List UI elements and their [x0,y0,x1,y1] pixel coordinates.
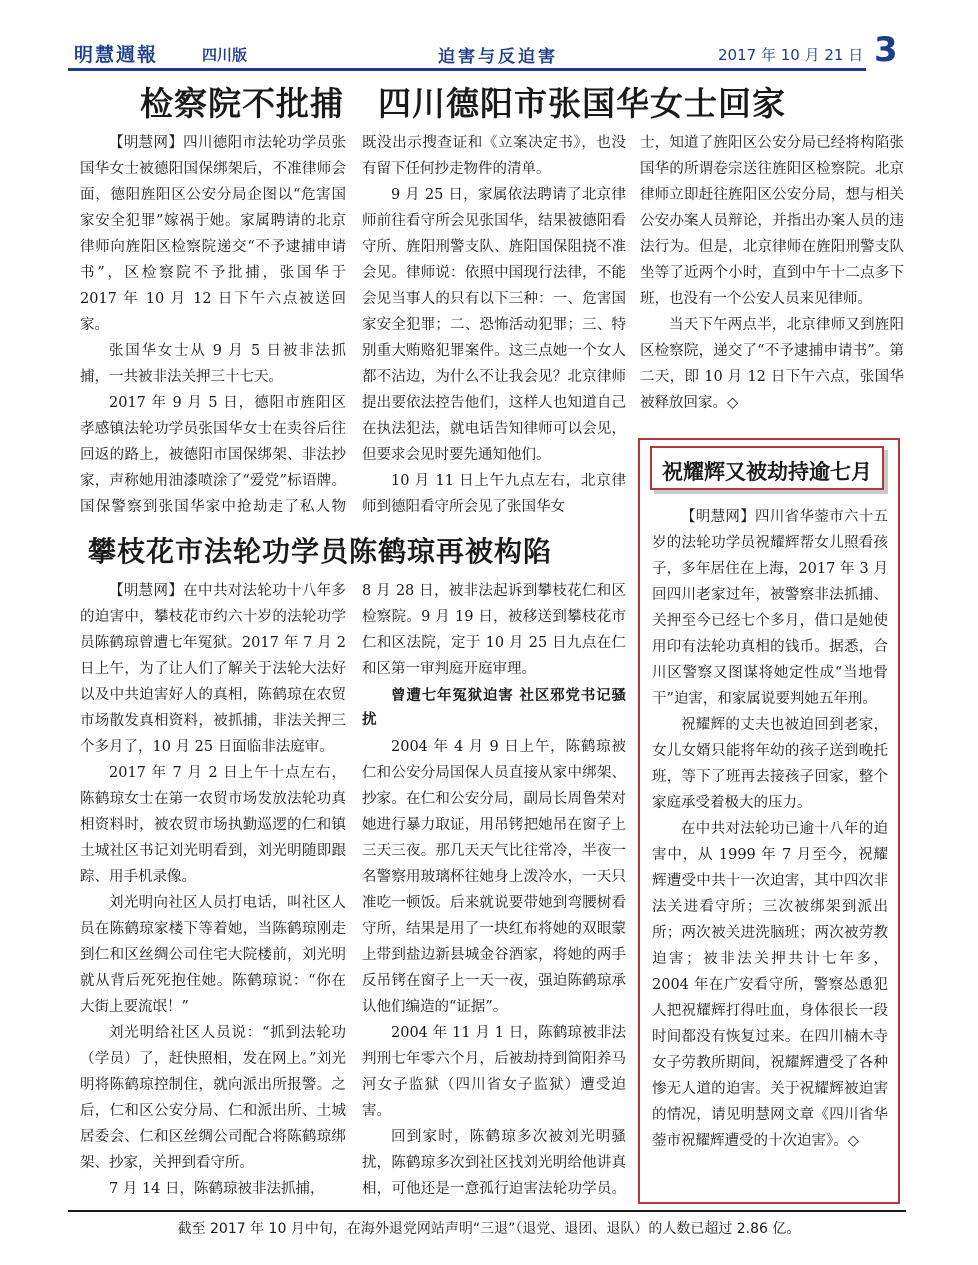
paragraph: 张国华女士从 9 月 5 日被非法抓捕，一共被非法关押三十七天。 [80,343,346,385]
article1-column-1 [80,130,346,515]
paragraph: 当天下午两点半，北京律师又到旌阳区检察院，递交了“不予逮捕申请书”。第二天，即 10 月 12 日下午六点，张国华被释放回家。◇ [640,317,904,411]
section-title: 迫害与反迫害 [438,47,558,67]
article2-column-2 [362,578,626,1208]
paragraph: 2017 年 9 月 5 日，德阳市旌阳区孝感镇法轮功学员张国华女士在卖谷后往回返的路上，被德阳市国保绑架、非法抄家，声称她用油漆喷涂了“爱党”标语牌。国保警察到张国华家中抢劫走了私人物 [80,395,346,515]
paragraph: 7 月 14 日，陈鹤琼被非法抓捕， [109,1181,325,1197]
article2-column-1 [80,578,346,1208]
paragraph: 士，知道了旌阳区公安分局已经将构陷张国华的所谓卷宗送往旌阳区检察院。北京律师立即赶往旌阳区公安分局，想与相关公安办案人员辩论，并指出办案人员的违法行为。但是，北京律师在旌阳刑警支队坐等了近两个小时，直到中午十二点多下班，也没有一个公安人员来见律师。 [640,135,904,307]
paragraph: 刘光明向社区人员打电话，叫社区人员在陈鹤琼家楼下等着她，当陈鹤琼刚走到仁和区丝绸公司住宅大院楼前，刘光明就从背后死死抱住她。陈鹤琼说：“你在大街上要流氓！” [80,895,346,1015]
paragraph: 10 月 11 日上午九点左右，北京律师到德阳看守所会见了张国华女 [362,473,626,515]
paragraph: 祝耀辉的丈夫也被迫回到老家，女儿女婿只能将年幼的孩子送到晚托班，等下了班再去接孩子回家，整个家庭承受着极大的压力。 [652,717,888,811]
paper-name: 明慧週報 [74,44,159,66]
paragraph: 刘光明给社区人员说：“抓到法轮功（学员）了，赶快照相，发在网上。”刘光明将陈鹤琼控制住，就向派出所报警。之后，仁和区公安分局、仁和派出所、土城居委会、仁和区丝绸公司配合将陈鹤琼绑架、抄家，关押到看守所。 [80,1025,346,1171]
edition-label: 四川版 [202,46,248,64]
paragraph: 【明慧网】四川省华蓥市六十五岁的法轮功学员祝耀辉帮女儿照看孩子，多年居住在上海，2017 年 3 月回四川老家过年，被警察非法抓捕、关押至今已经七个多月，借口是她使用印有法轮功真相的钱币。据悉，合川区警察又图谋将她定性成“当地骨干”迫害，和家属说要判她五年刑。 [652,509,888,707]
paragraph: 回到家时，陈鹤琼多次被刘光明骚扰，陈鹤琼多次到社区找刘光明给他讲真相，可他还是一意孤行迫害法轮功学员。 [362,1129,626,1197]
issue-date: 2017 年 10 月 21 日 [718,46,864,64]
article2-headline: 攀枝花市法轮功学员陈鹤琼再被构陷 [88,535,553,568]
paragraph: 2004 年 4 月 9 日上午，陈鹤琼被仁和公安分局国保人员直接从家中绑架、抄家。在仁和公安分局，副局长周鲁荣对她进行暴力取证，用吊铐把她吊在窗子上三天三夜。那几天天气比往常冷，半夜一名警察用玻璃杯往她身上泼冷水，一天只准吃一顿饭。后来就说要带她到弯腰树看守所，结果是用了一块红布将她的双眼蒙上带到盐边新县城金谷酒家，将她的两手反吊铐在窗子上一天一夜，强迫陈鹤琼承认他们编造的“证据”。 [362,739,626,1015]
footer-rule [68,1210,906,1212]
paragraph: 2017 年 7 月 2 日上午十点左右，陈鹤琼女士在第一农贸市场发放法轮功真相资料时，被农贸市场执勤巡逻的仁和镇土城社区书记刘光明看到，刘光明随即跟踪、用手机录像。 [80,765,346,885]
article3-title-frame [650,446,884,490]
masthead-rule [68,68,866,71]
paragraph: 在中共对法轮功已逾十八年的迫害中，从 1999 年 7 月至今，祝耀辉遭受中共十一次迫害，其中四次非法关进看守所；三次被绑架到派出所；两次被关进洗脑班；两次被劳教迫害；被非法关押共计七年多，2004 年在广安看守所，警察怂恿犯人把祝耀辉打得吐血，身体很长一段时间都没有恢复过来。在四川楠木寺女子劳教所期间，祝耀辉遭受了各种惨无人道的迫害。关于祝耀辉被迫害的情况，请见明慧网文章《四川省华蓥市祝耀辉遭受的十次迫害》。◇ [652,821,888,1149]
article2-subhead: 曾遭七年冤狱迫害 社区邪党书记骚扰 [362,688,626,728]
paragraph: 8 月 28 日，被非法起诉到攀枝花仁和区检察院。9 月 19 日，被移送到攀枝花市仁和区法院，定于 10 月 25 日九点在仁和区第一审判庭开庭审理。 [362,583,626,677]
paragraph: 【明慧网】四川德阳市法轮功学员张国华女士被德阳国保绑架后，不准律师会面，德阳旌阳区公安分局企图以“危害国家安全犯罪”嫁祸于她。家属聘请的北京律师向旌阳区检察院递交“不予逮捕申请书”，区检察院不予批捕，张国华于 2017 年 10 月 12 日下午六点被送回家。 [80,135,346,333]
paragraph: 【明慧网】在中共对法轮功十八年多的迫害中，攀枝花市约六十岁的法轮功学员陈鹤琼曾遭七年冤狱。2017 年 7 月 2 日上午，为了让人们了解关于法轮大法好以及中共迫害好人的真相，陈鹤琼在农贸市场散发真相资料，被抓捕，非法关押三个多月了，10 月 25 日面临非法庭审。 [80,583,346,755]
footer-note: 截至 2017 年 10 月中旬，在海外退党网站声明“三退”（退党、退团、退队）的人数已超过 2.86 亿。 [177,1221,801,1237]
page-number: 3 [874,30,898,70]
article3-box [638,438,900,1204]
masthead [68,30,906,70]
article3-body [652,504,888,1196]
article3-headline: 祝耀辉又被劫持逾七月 [662,460,872,484]
paragraph: 9 月 25 日，家属依法聘请了北京律师前往看守所会见张国华，结果被德阳看守所、旌阳刑警支队、旌阳国保阻挠不准会见。律师说：依照中国现行法律，不能会见当事人的只有以下三种：一、危害国家安全犯罪；二、恐怖活动犯罪；三、特别重大贿赂犯罪案件。这三点她一个女人都不沾边，为什么不让我会见？北京律师提出要依法控告他们，这样人也知道自己在执法犯法，就电话告知律师可以会见，但要求会见时要先通知他们。 [362,187,626,463]
article1-column-3 [640,130,904,420]
article1-column-2 [362,130,626,515]
article1-headline: 检察院不批捕 四川德阳市张国华女士回家 [140,84,786,123]
paragraph: 2004 年 11 月 1 日，陈鹤琼被非法判刑七年零六个月，后被劫持到简阳养马河女子监狱（四川省女子监狱）遭受迫害。 [362,1025,626,1119]
paragraph: 既没出示搜查证和《立案决定书》，也没有留下任何抄走物件的清单。 [362,135,626,177]
